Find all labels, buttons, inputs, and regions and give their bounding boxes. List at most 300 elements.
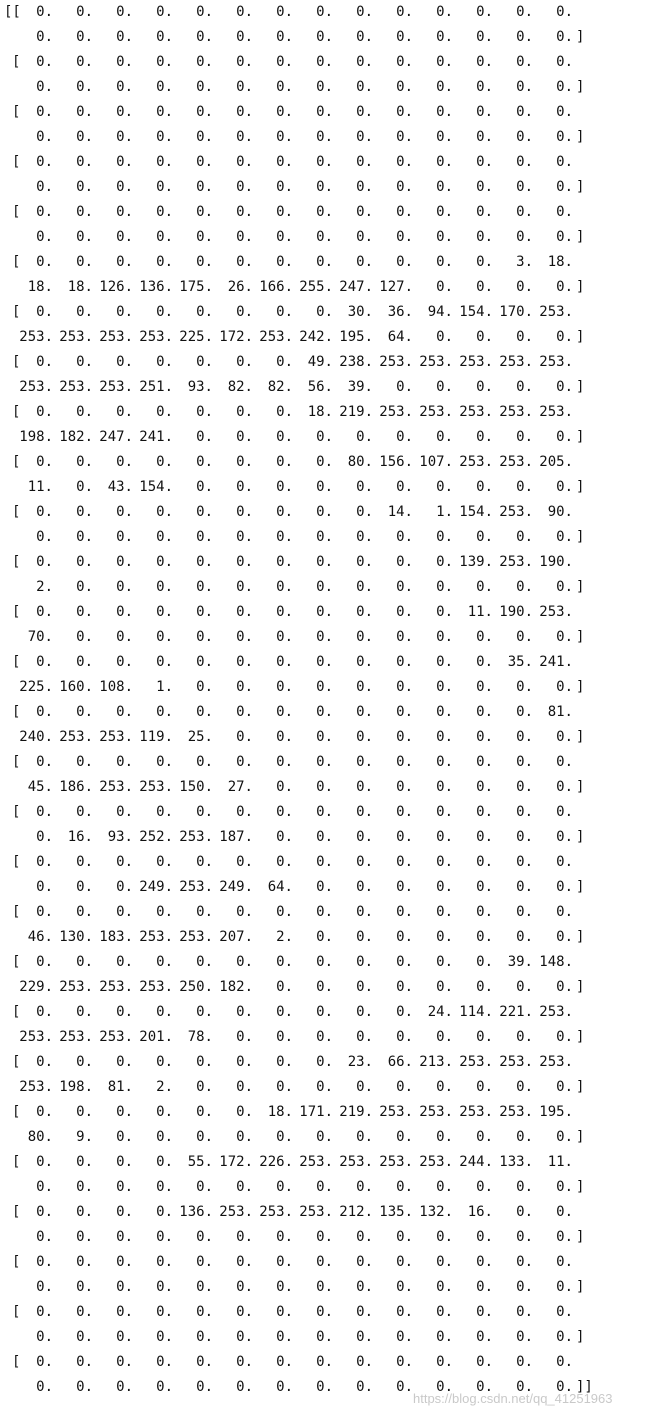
array-value: 0. (476, 704, 493, 720)
close-bracket: ] (576, 1079, 585, 1095)
array-value: 0. (276, 704, 293, 720)
array-value: 253. (499, 1054, 533, 1070)
array-value: 0. (396, 204, 413, 220)
array-value: 0. (476, 1329, 493, 1345)
array-value: 0. (396, 154, 413, 170)
array-value: 0. (276, 1029, 293, 1045)
array-value: 0. (516, 854, 533, 870)
array-value: 0. (276, 554, 293, 570)
array-value: 0. (516, 29, 533, 45)
array-value: 0. (276, 904, 293, 920)
array-value: 0. (276, 729, 293, 745)
array-value: 0. (36, 1154, 53, 1170)
array-value: 0. (276, 804, 293, 820)
array-value: 0. (396, 479, 413, 495)
array-value: 0. (76, 1229, 93, 1245)
array-value: 0. (236, 754, 253, 770)
array-value: 0. (36, 1304, 53, 1320)
array-value: 0. (36, 854, 53, 870)
array-value: 0. (116, 804, 133, 820)
array-value: 0. (436, 679, 453, 695)
array-value: 0. (356, 629, 373, 645)
array-value: 0. (76, 204, 93, 220)
array-value: 0. (236, 1004, 253, 1020)
array-value: 0. (116, 904, 133, 920)
array-value: 0. (276, 204, 293, 220)
array-value: 0. (476, 379, 493, 395)
open-bracket: [ (12, 254, 21, 270)
array-value: 0. (76, 79, 93, 95)
array-value: 0. (196, 654, 213, 670)
array-value: 0. (116, 29, 133, 45)
array-value: 253. (59, 329, 93, 345)
array-value: 0. (316, 304, 333, 320)
array-value: 0. (196, 104, 213, 120)
array-value: 43. (107, 479, 133, 495)
array-value: 0. (36, 704, 53, 720)
array-value: 0. (476, 254, 493, 270)
array-value: 0. (476, 979, 493, 995)
array-value: 0. (276, 354, 293, 370)
close-bracket: ] (576, 179, 585, 195)
array-value: 0. (116, 1204, 133, 1220)
array-value: 0. (556, 1079, 573, 1095)
array-value: 0. (516, 779, 533, 795)
array-value: 0. (36, 804, 53, 820)
array-value: 0. (436, 579, 453, 595)
open-bracket: [ (12, 954, 21, 970)
array-value: 0. (116, 629, 133, 645)
array-value: 0. (516, 1279, 533, 1295)
array-value: 0. (356, 579, 373, 595)
array-value: 18. (27, 279, 53, 295)
array-value: 0. (116, 54, 133, 70)
array-value: 0. (396, 604, 413, 620)
array-value: 0. (276, 1379, 293, 1395)
array-value: 0. (316, 454, 333, 470)
array-value: 0. (356, 604, 373, 620)
array-value: 253. (499, 454, 533, 470)
array-value: 93. (107, 829, 133, 845)
array-value: 0. (76, 754, 93, 770)
array-value: 0. (196, 1379, 213, 1395)
array-value: 0. (556, 729, 573, 745)
array-row-line-2 (0, 1075, 665, 1100)
array-value: 0. (316, 1229, 333, 1245)
array-row-line-1 (0, 600, 665, 625)
array-value: 0. (76, 654, 93, 670)
array-value: 0. (516, 979, 533, 995)
array-value: 0. (476, 879, 493, 895)
array-value: 0. (476, 1304, 493, 1320)
open-bracket: [ (12, 754, 21, 770)
array-value: 0. (276, 779, 293, 795)
array-value: 0. (236, 429, 253, 445)
array-value: 0. (36, 604, 53, 620)
array-value: 0. (556, 1304, 573, 1320)
array-value: 0. (556, 479, 573, 495)
array-value: 0. (476, 104, 493, 120)
array-value: 0. (436, 829, 453, 845)
array-value: 0. (156, 404, 173, 420)
array-value: 0. (476, 129, 493, 145)
array-row-line-1 (0, 950, 665, 975)
array-value: 0. (196, 529, 213, 545)
array-value: 0. (356, 654, 373, 670)
array-value: 0. (36, 1179, 53, 1195)
array-row-line-2 (0, 925, 665, 950)
array-value: 0. (276, 79, 293, 95)
array-value: 26. (227, 279, 253, 295)
array-value: 253. (459, 1054, 493, 1070)
array-value: 150. (179, 779, 213, 795)
array-value: 0. (156, 554, 173, 570)
array-value: 0. (156, 804, 173, 820)
array-value: 198. (59, 1079, 93, 1095)
open-bracket: [ (12, 804, 21, 820)
array-value: 0. (556, 579, 573, 595)
array-value: 16. (467, 1204, 493, 1220)
open-bracket: [ (12, 854, 21, 870)
array-value: 0. (516, 179, 533, 195)
array-value: 166. (259, 279, 293, 295)
array-value: 9. (76, 1129, 93, 1145)
array-value: 221. (499, 1004, 533, 1020)
array-value: 0. (316, 979, 333, 995)
array-value: 0. (316, 54, 333, 70)
array-value: 253. (219, 1204, 253, 1220)
array-value: 0. (316, 4, 333, 20)
array-value: 0. (316, 554, 333, 570)
array-value: 0. (396, 829, 413, 845)
array-value: 0. (476, 1279, 493, 1295)
array-value: 0. (556, 279, 573, 295)
array-value: 242. (299, 329, 333, 345)
array-value: 0. (316, 804, 333, 820)
array-value: 0. (156, 654, 173, 670)
array-value: 0. (396, 104, 413, 120)
array-value: 0. (316, 654, 333, 670)
array-value: 226. (259, 1154, 293, 1170)
array-value: 0. (236, 1229, 253, 1245)
array-row-line-2 (0, 225, 665, 250)
array-value: 175. (179, 279, 213, 295)
array-value: 0. (476, 629, 493, 645)
array-value: 0. (236, 454, 253, 470)
array-value: 0. (516, 429, 533, 445)
array-value: 0. (36, 1254, 53, 1270)
array-value: 0. (356, 179, 373, 195)
array-value: 0. (436, 1079, 453, 1095)
close-bracket: ] (576, 329, 585, 345)
array-value: 0. (156, 754, 173, 770)
array-value: 0. (36, 879, 53, 895)
array-value: 0. (316, 154, 333, 170)
array-value: 0. (316, 629, 333, 645)
array-value: 0. (436, 1129, 453, 1145)
array-value: 253. (99, 329, 133, 345)
close-bracket: ] (576, 579, 585, 595)
array-value: 0. (116, 854, 133, 870)
array-value: 154. (459, 504, 493, 520)
array-value: 0. (556, 854, 573, 870)
array-value: 0. (396, 804, 413, 820)
array-value: 136. (179, 1204, 213, 1220)
array-value: 0. (156, 4, 173, 20)
array-value: 119. (139, 729, 173, 745)
array-value: 0. (476, 1029, 493, 1045)
array-value: 0. (196, 1004, 213, 1020)
array-row-line-2 (0, 75, 665, 100)
array-row-line-2 (0, 575, 665, 600)
array-value: 253. (379, 1104, 413, 1120)
array-value: 0. (76, 304, 93, 320)
array-value: 0. (36, 1354, 53, 1370)
array-value: 0. (316, 429, 333, 445)
open-bracket: [ (12, 354, 21, 370)
array-value: 0. (196, 904, 213, 920)
array-value: 0. (356, 204, 373, 220)
array-value: 0. (156, 29, 173, 45)
array-value: 0. (316, 504, 333, 520)
close-bracket: ] (576, 929, 585, 945)
array-value: 0. (236, 529, 253, 545)
array-value: 229. (19, 979, 53, 995)
array-value: 0. (276, 679, 293, 695)
array-value: 0. (316, 1054, 333, 1070)
array-row-line-2 (0, 725, 665, 750)
array-value: 0. (76, 404, 93, 420)
array-value: 0. (196, 1079, 213, 1095)
array-value: 0. (356, 729, 373, 745)
array-value: 0. (316, 104, 333, 120)
array-value: 253. (139, 929, 173, 945)
array-value: 0. (556, 804, 573, 820)
array-value: 0. (116, 1154, 133, 1170)
array-value: 0. (556, 1254, 573, 1270)
array-value: 253. (499, 404, 533, 420)
array-value: 0. (236, 954, 253, 970)
array-value: 0. (476, 4, 493, 20)
array-value: 0. (356, 554, 373, 570)
array-value: 0. (276, 1254, 293, 1270)
array-value: 183. (99, 929, 133, 945)
array-value: 0. (316, 604, 333, 620)
array-value: 0. (516, 204, 533, 220)
array-value: 0. (116, 204, 133, 220)
array-value: 0. (116, 1229, 133, 1245)
array-value: 0. (196, 1229, 213, 1245)
array-value: 108. (99, 679, 133, 695)
array-value: 253. (59, 979, 93, 995)
array-value: 11. (547, 1154, 573, 1170)
close-bracket: ] (576, 1229, 585, 1245)
array-value: 0. (356, 854, 373, 870)
array-value: 0. (436, 229, 453, 245)
array-value: 0. (156, 629, 173, 645)
array-value: 0. (76, 1179, 93, 1195)
array-value: 0. (356, 104, 373, 120)
array-value: 0. (356, 1079, 373, 1095)
array-value: 0. (116, 504, 133, 520)
array-value: 0. (436, 329, 453, 345)
array-value: 0. (396, 1179, 413, 1195)
array-row-line-1 (0, 500, 665, 525)
array-value: 0. (116, 129, 133, 145)
array-value: 0. (316, 854, 333, 870)
array-value: 0. (276, 1004, 293, 1020)
array-value: 0. (76, 704, 93, 720)
array-value: 0. (236, 1279, 253, 1295)
array-value: 0. (236, 304, 253, 320)
array-value: 0. (516, 129, 533, 145)
array-value: 253. (419, 1104, 453, 1120)
array-value: 0. (76, 579, 93, 595)
array-value: 0. (276, 29, 293, 45)
array-row-line-2 (0, 25, 665, 50)
array-value: 0. (276, 1279, 293, 1295)
array-value: 0. (436, 1354, 453, 1370)
array-row-line-1 (0, 750, 665, 775)
array-value: 253. (339, 1154, 373, 1170)
array-value: 0. (396, 1029, 413, 1045)
array-value: 253. (59, 1029, 93, 1045)
array-row-line-2 (0, 675, 665, 700)
array-value: 0. (516, 54, 533, 70)
array-value: 0. (396, 1329, 413, 1345)
array-value: 94. (427, 304, 453, 320)
array-value: 0. (516, 804, 533, 820)
open-bracket: [ (12, 1054, 21, 1070)
array-value: 0. (276, 1354, 293, 1370)
array-value: 0. (276, 954, 293, 970)
close-bracket: ] (576, 679, 585, 695)
array-value: 0. (396, 654, 413, 670)
array-value: 249. (219, 879, 253, 895)
array-value: 0. (76, 1379, 93, 1395)
array-value: 172. (219, 1154, 253, 1170)
array-value: 0. (276, 579, 293, 595)
array-value: 207. (219, 929, 253, 945)
array-value: 253. (299, 1154, 333, 1170)
array-value: 0. (36, 104, 53, 120)
array-value: 182. (219, 979, 253, 995)
array-value: 0. (156, 504, 173, 520)
array-value: 0. (396, 904, 413, 920)
array-value: 0. (156, 154, 173, 170)
array-value: 0. (116, 1329, 133, 1345)
array-row-line-1 (0, 1000, 665, 1025)
array-value: 187. (219, 829, 253, 845)
array-value: 253. (419, 404, 453, 420)
array-value: 225. (179, 329, 213, 345)
array-value: 170. (499, 304, 533, 320)
array-value: 0. (276, 179, 293, 195)
array-value: 0. (196, 704, 213, 720)
array-value: 171. (299, 1104, 333, 1120)
array-value: 255. (299, 279, 333, 295)
array-value: 0. (36, 754, 53, 770)
array-value: 0. (316, 1354, 333, 1370)
array-value: 0. (316, 729, 333, 745)
array-value: 0. (316, 1254, 333, 1270)
array-value: 0. (516, 729, 533, 745)
array-value: 0. (556, 529, 573, 545)
array-value: 0. (356, 254, 373, 270)
array-value: 0. (436, 904, 453, 920)
array-value: 0. (196, 579, 213, 595)
array-value: 0. (156, 1179, 173, 1195)
array-value: 0. (156, 1254, 173, 1270)
array-value: 0. (196, 954, 213, 970)
array-value: 0. (436, 704, 453, 720)
array-value: 132. (419, 1204, 453, 1220)
array-value: 205. (539, 454, 573, 470)
array-value: 0. (196, 554, 213, 570)
array-value: 0. (556, 179, 573, 195)
array-value: 0. (476, 1129, 493, 1145)
open-bracket: [[ (4, 4, 21, 20)
array-value: 0. (396, 229, 413, 245)
array-value: 0. (316, 679, 333, 695)
array-value: 0. (236, 254, 253, 270)
array-value: 0. (236, 704, 253, 720)
array-value: 0. (76, 804, 93, 820)
array-value: 0. (236, 29, 253, 45)
array-value: 0. (316, 1329, 333, 1345)
array-value: 0. (316, 1179, 333, 1195)
array-value: 0. (396, 429, 413, 445)
array-value: 0. (316, 929, 333, 945)
array-value: 0. (356, 29, 373, 45)
array-value: 0. (156, 179, 173, 195)
array-value: 0. (556, 979, 573, 995)
array-value: 0. (236, 579, 253, 595)
array-value: 0. (316, 1004, 333, 1020)
array-value: 0. (476, 1179, 493, 1195)
array-value: 0. (556, 204, 573, 220)
array-value: 0. (516, 229, 533, 245)
array-value: 0. (36, 1279, 53, 1295)
array-value: 0. (556, 1354, 573, 1370)
array-value: 241. (139, 429, 173, 445)
array-value: 0. (36, 179, 53, 195)
array-value: 253. (179, 829, 213, 845)
array-value: 0. (476, 754, 493, 770)
array-value: 0. (476, 329, 493, 345)
array-value: 0. (556, 104, 573, 120)
array-value: 0. (236, 204, 253, 220)
array-value: 0. (436, 479, 453, 495)
array-value: 0. (396, 954, 413, 970)
array-value: 0. (76, 1329, 93, 1345)
array-value: 0. (36, 354, 53, 370)
array-value: 0. (156, 604, 173, 620)
array-value: 0. (116, 354, 133, 370)
array-value: 0. (76, 229, 93, 245)
array-value: 0. (156, 354, 173, 370)
array-value: 0. (436, 729, 453, 745)
array-value: 0. (156, 129, 173, 145)
array-value: 0. (396, 54, 413, 70)
open-bracket: [ (12, 504, 21, 520)
array-value: 0. (36, 1204, 53, 1220)
array-value: 0. (196, 454, 213, 470)
array-value: 0. (556, 1179, 573, 1195)
array-value: 0. (396, 79, 413, 95)
array-value: 253. (179, 929, 213, 945)
array-value: 0. (196, 629, 213, 645)
